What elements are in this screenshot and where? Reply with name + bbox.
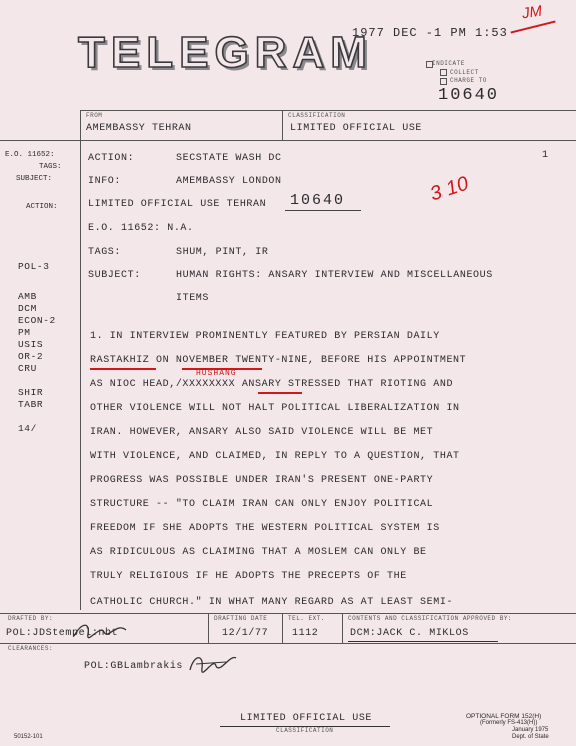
corner-initials: JM <box>520 2 544 23</box>
paragraph-line-5: IRAN. HOWEVER, ANSARY ALSO SAID VIOLENCE WILL BE MET <box>90 427 434 438</box>
tel-ext-label: TEL. EXT. <box>288 615 325 622</box>
from-label: FROM <box>86 112 103 119</box>
subject-line-1: HUMAN RIGHTS: ANSARY INTERVIEW AND MISCELLANEOUS <box>176 270 493 281</box>
rastakhiz-underline <box>90 368 156 370</box>
approved-by-underline <box>348 641 498 642</box>
message-number-underline <box>285 210 361 211</box>
paragraph-line-3: AS NIOC HEAD,/XXXXXXXX ANSARY STRESSED THAT RIOTING AND <box>90 379 454 390</box>
charge-checkbox <box>440 78 447 85</box>
date-time-stamp: 1977 DEC -1 PM 1:53 <box>352 26 508 40</box>
tel-ext-value: 1112 <box>292 628 319 639</box>
classification-label: CLASSIFICATION <box>288 112 346 119</box>
paragraph-line-2: RASTAKHIZ ON NOVEMBER TWENTY-NINE, BEFORE HIS APPOINTMENT <box>90 355 467 366</box>
approved-by-label: CONTENTS AND CLASSIFICATION APPROVED BY: <box>348 615 513 622</box>
tags-field-label: TAGS: <box>88 247 122 258</box>
distribution-econ: ECON-2 <box>18 315 56 326</box>
form-code: 50152-101 <box>14 734 43 740</box>
message-number: 10640 <box>290 192 346 209</box>
paragraph-line-7: PROGRESS WAS POSSIBLE UNDER IRAN'S PRESENT ONE-PARTY <box>90 475 434 486</box>
indicate-label: INDICATE <box>432 60 465 67</box>
november-underline <box>182 368 262 370</box>
footer-divider-1 <box>208 613 209 643</box>
footer-divider-3 <box>342 613 343 643</box>
drafting-date-value: 12/1/77 <box>222 628 269 639</box>
corner-initials-underline <box>511 20 556 33</box>
distribution-tabr: TABR <box>18 399 44 410</box>
page-mark: 1 <box>542 150 549 161</box>
charge-to-label: CHARGE TO <box>450 77 487 84</box>
distribution-usis: USIS <box>18 339 44 350</box>
from-row-bottom <box>0 140 576 141</box>
telegram-number: 10640 <box>438 86 500 105</box>
drafting-date-label: DRAFTING DATE <box>214 615 268 622</box>
paragraph-line-10: AS RIDICULOUS AS CLAIMING THAT A MOSLEM CAN ONLY BE <box>90 547 427 558</box>
form-info-line-3: January 1975 <box>512 727 549 733</box>
action-field-value: SECSTATE WASH DC <box>176 153 282 164</box>
bottom-classification: LIMITED OFFICIAL USE <box>240 713 373 724</box>
drafted-by-label: DRAFTED BY: <box>8 615 54 622</box>
paragraph-line-1: 1. IN INTERVIEW PROMINENTLY FEATURED BY PERSIAN DAILY <box>90 331 440 342</box>
subject-label: SUBJECT: <box>16 175 53 183</box>
clearances-label: CLEARANCES: <box>8 645 54 652</box>
distribution-shir: SHIR <box>18 387 44 398</box>
footer-top-border <box>0 613 576 614</box>
distribution-pol: POL-3 <box>18 261 50 272</box>
distribution-cru: CRU <box>18 363 37 374</box>
clearance-signature <box>186 650 240 678</box>
action-label: ACTION: <box>26 203 58 211</box>
classification-value: LIMITED OFFICIAL USE <box>290 123 423 134</box>
distribution-pm: PM <box>18 327 31 338</box>
from-value: AMEMBASSY TEHRAN <box>86 123 192 134</box>
form-top-border <box>80 110 576 111</box>
classification-divider <box>282 110 283 140</box>
footer-divider-2 <box>282 613 283 643</box>
handwritten-insert: HUSHANG <box>196 369 237 378</box>
form-info-line-1: OPTIONAL FORM 152(H) <box>466 713 542 720</box>
collect-checkbox <box>440 69 447 76</box>
subject-field-label: SUBJECT: <box>88 270 141 281</box>
footer-mid-border <box>0 643 576 644</box>
classification-line: LIMITED OFFICIAL USE TEHRAN <box>88 199 267 210</box>
collect-label: COLLECT <box>450 69 479 76</box>
distribution-or: OR-2 <box>18 351 44 362</box>
drafted-by-value: POL:JDStempel:nbt <box>6 628 119 639</box>
info-field-label: INFO: <box>88 176 122 187</box>
paragraph-line-8: STRUCTURE -- "TO CLAIM IRAN CAN ONLY ENJOY POLITICAL <box>90 499 434 510</box>
subject-line-2: ITEMS <box>176 293 210 304</box>
info-field-value: AMEMBASSY LONDON <box>176 176 282 187</box>
ansary-underline <box>258 392 302 394</box>
form-info-line-2: (Formerly FS-413(H)) <box>480 720 538 726</box>
action-field-label: ACTION: <box>88 153 135 164</box>
distribution-dcm: DCM <box>18 303 37 314</box>
from-left-border <box>80 110 81 610</box>
paragraph-line-12: CATHOLIC CHURCH." IN WHAT MANY REGARD AS AT LEAST SEMI- <box>90 597 454 608</box>
distribution-count: 14/ <box>18 423 37 434</box>
eo-line: E.O. 11652: N.A. <box>88 223 194 234</box>
approved-by-value: DCM:JACK C. MIKLOS <box>350 628 469 639</box>
handwritten-mark: 3 10 <box>427 172 472 206</box>
eo-label: E.O. 11652: <box>5 151 55 159</box>
clearance-value: POL:GBLambrakis <box>84 661 184 672</box>
drafter-signature <box>70 620 130 642</box>
paragraph-line-9: FREEDOM IF SHE ADOPTS THE WESTERN POLITICAL SYSTEM IS <box>90 523 440 534</box>
paragraph-line-4: OTHER VIOLENCE WILL NOT HALT POLITICAL LIBERALIZATION IN <box>90 403 460 414</box>
paragraph-line-6: WITH VIOLENCE, AND CLAIMED, IN REPLY TO A QUESTION, THAT <box>90 451 460 462</box>
distribution-amb: AMB <box>18 291 37 302</box>
tags-field-value: SHUM, PINT, IR <box>176 247 269 258</box>
tags-label: TAGS: <box>39 163 62 171</box>
paragraph-line-11: TRULY RELIGIOUS IF HE ADOPTS THE PRECEPTS OF THE <box>90 571 407 582</box>
bottom-classification-label: CLASSIFICATION <box>276 727 334 734</box>
form-info-line-4: Dept. of State <box>512 734 549 740</box>
telegram-title: TELEGRAM <box>78 28 373 77</box>
